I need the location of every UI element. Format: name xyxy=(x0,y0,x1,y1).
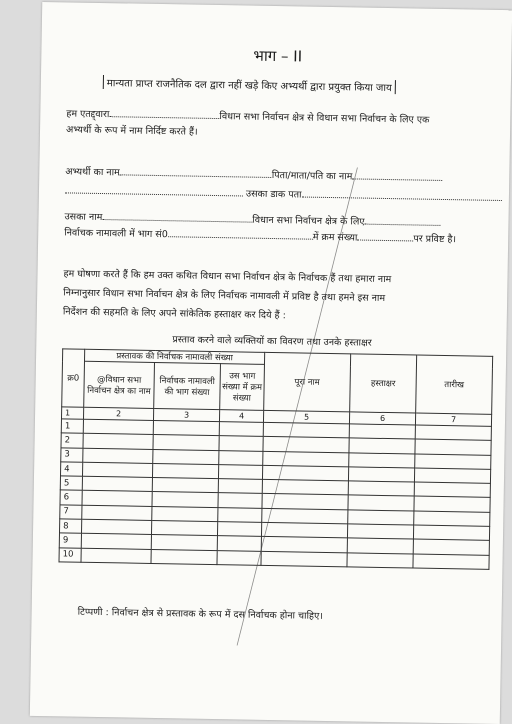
roll-part-label: निर्वाचक नामावली में भाग सं0 xyxy=(64,227,168,241)
para1-a: हम एतद्द्वारा xyxy=(66,108,110,121)
col-date-header: तारीख xyxy=(416,355,493,414)
serial-no-label: में क्रम संख्या xyxy=(312,231,358,244)
row-number: 8 xyxy=(59,519,81,534)
para1-c: अभ्यर्थी के रूप में नाम निर्दिष्ट करते हैं। xyxy=(65,124,198,138)
col-number: 7 xyxy=(415,413,491,426)
postal-address-label: उसका डाक पता xyxy=(245,188,302,201)
col-part-header: निर्वाचक नामावली की भाग संख्या xyxy=(154,362,221,409)
col-constituency-header: @विधान सभा निर्वाचन क्षेत्र का नाम xyxy=(84,361,155,408)
footnote: टिप्पणी : निर्वाचन क्षेत्र से प्रस्तावक के रूप में दस निर्वाचक होना चाहिए। xyxy=(77,606,323,622)
entered-at-label: पर प्रविष्ट है। xyxy=(413,233,457,246)
row-number: 4 xyxy=(60,462,82,477)
para1-b: विधान सभा निर्वाचन क्षेत्र से विधान सभा निर्वाचन के लिए एक xyxy=(219,111,430,126)
declaration-line3: निर्देशन की सहमति के लिए अपने सांकेतिक हस्ताक्षर कर दिये हैं : xyxy=(62,306,286,322)
row-number: 7 xyxy=(60,505,82,520)
col-number: 1 xyxy=(61,407,83,419)
page-crease-line xyxy=(30,2,512,724)
row-number: 2 xyxy=(61,433,83,448)
row-number: 5 xyxy=(60,476,82,491)
row-number: 10 xyxy=(59,548,81,563)
row-number: 1 xyxy=(61,419,83,434)
candidate-name-label: अभ्यर्थी का नाम xyxy=(65,166,120,179)
constituency-for-label: विधान सभा निर्वाचन क्षेत्र के लिए xyxy=(252,214,365,228)
col-number: 5 xyxy=(263,410,349,423)
col-signature-header: हस्ताक्षर xyxy=(350,354,417,413)
declaration-line2: निम्नानुसार विधान सभा निर्वाचन क्षेत्र के लिए निर्वाचक नामावली में प्रविष्ट है तथा हमने इस नाम xyxy=(63,287,386,304)
col-number: 6 xyxy=(349,412,415,425)
group-header: प्रस्तावक की निर्वाचक नामावली संख्या xyxy=(85,349,265,364)
row-number: 3 xyxy=(61,447,83,462)
row-number: 6 xyxy=(60,490,82,505)
col-sno-header: क्र0 xyxy=(62,349,85,407)
col-number: 4 xyxy=(219,410,263,423)
col-serial-header: उस भाग संख्या में क्रम संख्या xyxy=(220,364,265,411)
form-title: भाग – II xyxy=(253,46,303,66)
declaration-line1: हम घोषणा करते हैं कि हम उक्त कथित विधान सभा निर्वाचन क्षेत्र के निर्वाचक हैं तथा हमारा नाम xyxy=(63,268,392,286)
parent-name-label: पिता/माता/पति का नाम xyxy=(271,169,353,183)
his-name-label: उसका नाम xyxy=(64,211,103,224)
col-number: 2 xyxy=(83,407,153,420)
col-number: 3 xyxy=(153,408,219,421)
col-name-header: पूरा नाम xyxy=(264,352,351,411)
form-subheading: मान्यता प्राप्त राजनैतिक दल द्वारा नहीं खड़े किए अभ्यर्थी द्वारा प्रयुक्त किया जाय xyxy=(103,75,396,94)
form-page xyxy=(30,2,512,724)
row-number: 9 xyxy=(59,533,81,548)
table-caption: प्रस्ताव करने वाले व्यक्तियों का विवरण तथा उनके हस्ताक्षर xyxy=(172,334,372,349)
